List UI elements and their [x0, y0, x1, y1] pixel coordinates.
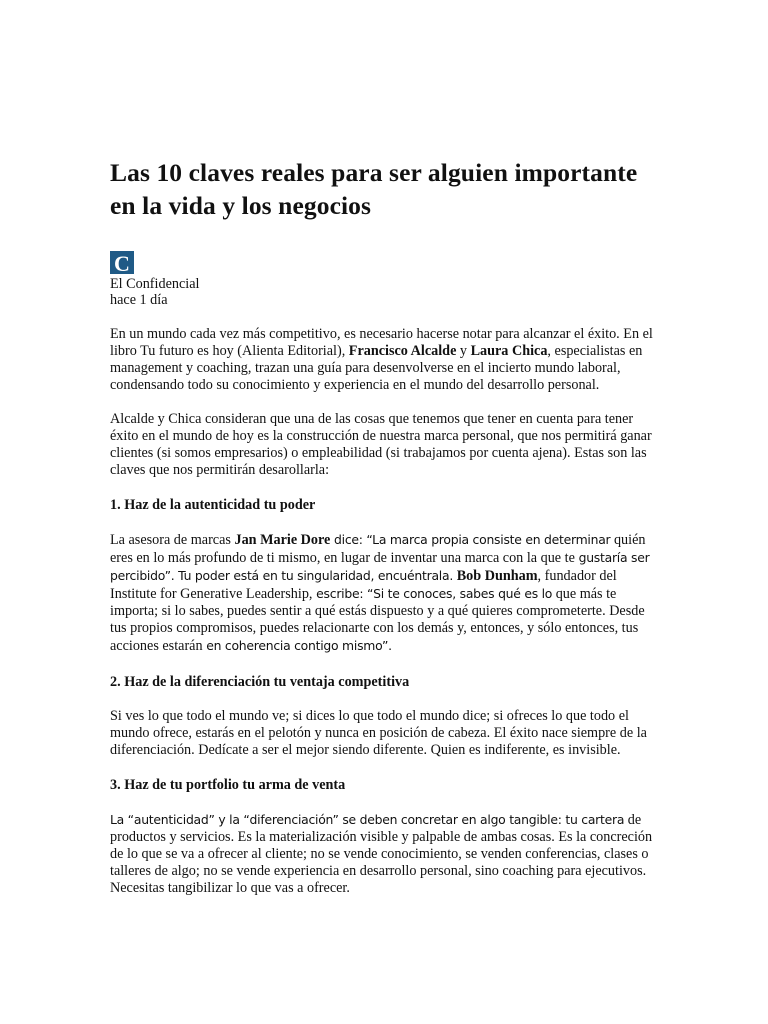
article-date: hace 1 día [110, 292, 168, 308]
el-confidencial-logo-icon[interactable] [110, 251, 134, 274]
article-source: El Confidencial [110, 276, 200, 292]
s3-text-1: La “autenticidad” y la “diferenciación” se deben concretar en algo tangible: tu cartera [110, 812, 625, 827]
logo-letter: C [114, 251, 130, 274]
article-title: Las 10 claves reales para ser alguien importante en la vida y los negocios [110, 158, 638, 220]
s1-text-5: , [537, 568, 542, 584]
s1-text-9: en coherencia contigo mismo”. [202, 638, 392, 653]
intro-paragraph [110, 326, 658, 394]
section-3-body [110, 811, 658, 897]
name-bob-dunham: Bob Dunham [456, 568, 538, 584]
section-3-heading: 3. Haz de tu portfolio tu arma de venta [110, 777, 346, 793]
paragraph-2: Alcalde y Chica consideran que una de las cosas que tenemos que tener en cuenta para tener éxito en el mundo de hoy es la construcción de nuestra marca personal, que nos permitirá ganar clientes (si somos empresarios) o empleabilidad (si trabajamos por cuenta ajena). Estas son las claves que nos permitirán desarollarla: [110, 411, 652, 478]
name-jan-marie-dore: Jan Marie Dore [234, 532, 331, 548]
section-2-heading: 2. Haz de la diferenciación tu ventaja competitiva [110, 674, 410, 690]
section-1-body [110, 531, 658, 655]
s1-text-8: que más te importa; si lo sabes, puedes sentir a qué estás dispuesto y a qué quieres comprometerte. Desde tus propios compromisos, puedes relacionarte con los demás y, entonces, y sólo entonces, tus acciones estarán [110, 586, 645, 654]
author-laura-chica: Laura Chica [470, 343, 548, 359]
intro-text-3: , especialistas en management y coaching, trazan una guía para desenvolverse en el incierto mundo laboral, condensando todo su conocimiento y experiencia en el mundo del desarrollo personal. [110, 343, 643, 393]
intro-text-1: En un mundo cada vez más competitivo, es necesario hacerse notar para alcanzar el éxito. En el libro Tu futuro es hoy (Alienta Editorial), [110, 326, 653, 359]
s1-text-1: La asesora de marcas [110, 532, 235, 548]
s1-text-6: fundador del Institute for Generative Leadership, [110, 568, 617, 602]
s1-quote-1: dice: “La marca propia consiste en determinar [330, 532, 611, 547]
section-2-body: Si ves lo que todo el mundo ve; si dices lo que todo el mundo dice; si ofreces lo que todo el mundo ofrece, estarás en el pelotón y nunca en posición de cabeza. El éxito nace siempre de la diferenciación. Dedícate a ser el mejor siendo diferente. Quien es indiferente, es invisible. [110, 708, 647, 758]
s3-text-2: de productos y servicios. Es la materialización visible y palpable de ambas cosas. Es la concreción de lo que se va a ofrecer al cliente; no se vende conocimiento, se venden conferencias, clases o talleres de algo; no se vende experiencia en desarrollo personal, sino coaching para ejecutivos. Necesitas tangibilizar lo que vas a ofrecer. [110, 812, 653, 896]
s1-text-3: quién eres en lo más profundo de ti mismo, en lugar de inventar una marca con la que te [110, 532, 646, 566]
author-francisco-alcalde: Francisco Alcalde [348, 343, 457, 359]
s1-quote-2: escribe: “Si te conoces, sabes qué es lo [312, 586, 553, 601]
article [110, 156, 658, 897]
s1-text-4: gustaría ser percibido”. Tu poder está en tu singularidad, encuéntrala. [110, 550, 650, 583]
section-1-heading: 1. Haz de la autenticidad tu poder [110, 497, 316, 513]
intro-text-2: y [456, 343, 471, 359]
